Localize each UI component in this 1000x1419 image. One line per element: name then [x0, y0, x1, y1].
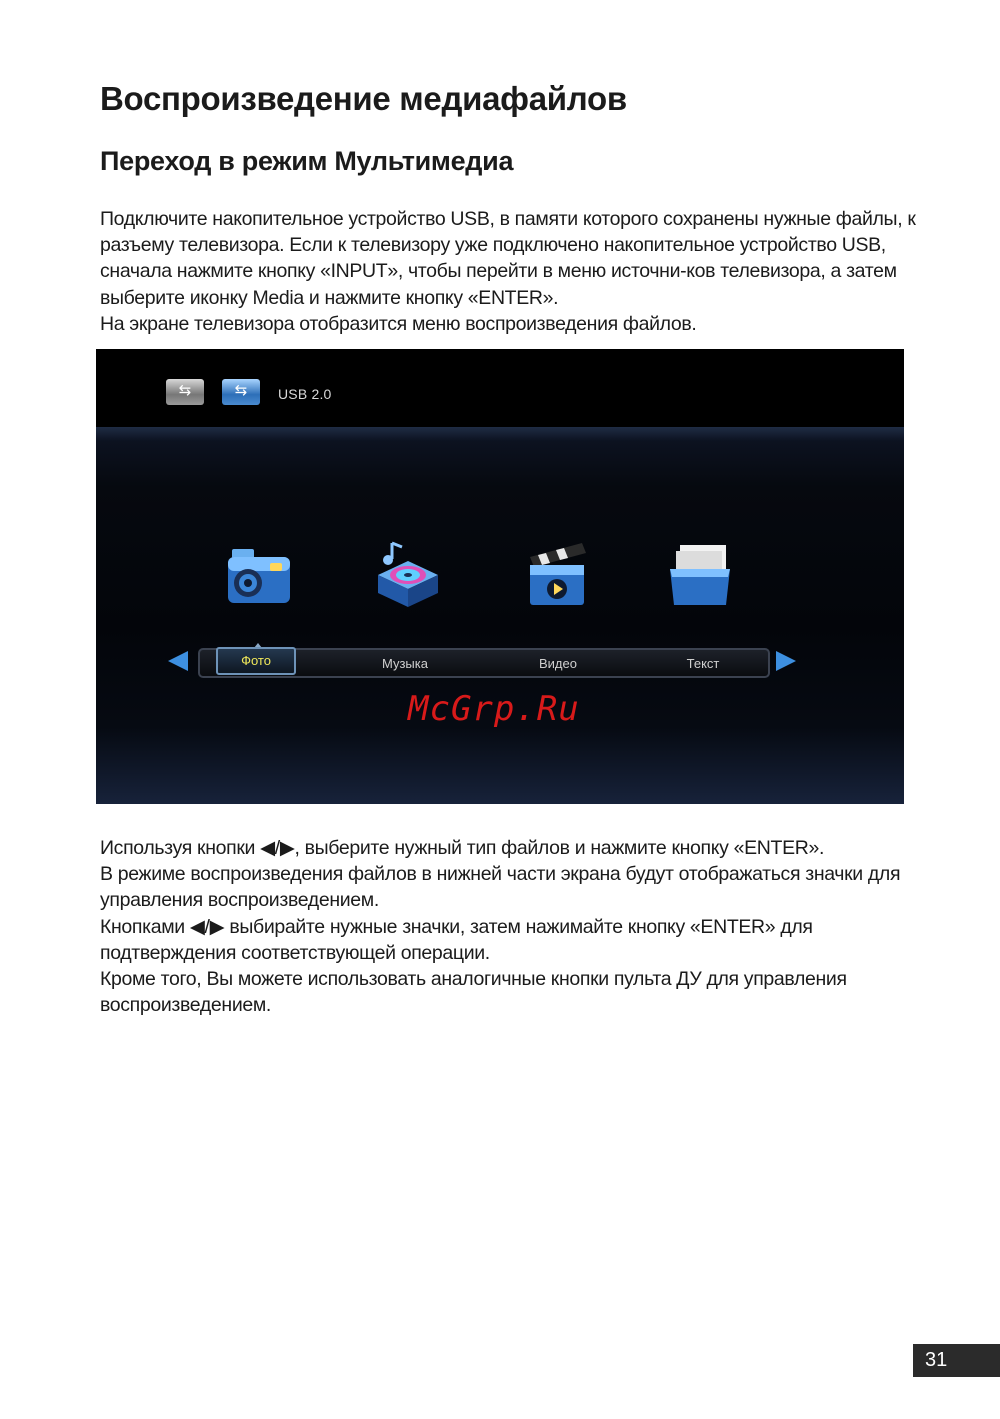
media-type-menu	[198, 648, 770, 678]
usb-label: USB 2.0	[278, 386, 332, 402]
instruction-paragraph: Кроме того, Вы можете использовать аналогичные кнопки пульта ДУ для управления воспроизведением.	[100, 968, 847, 1017]
clapperboard-icon[interactable]	[524, 539, 594, 611]
watermark: McGrp.Ru	[408, 689, 580, 729]
usb-drive-active-icon[interactable]: ⇆	[222, 379, 260, 405]
tv-screen	[96, 349, 904, 804]
menu-item-music[interactable]: Музыка	[382, 656, 428, 671]
menu-item-photo[interactable]: Фото	[216, 647, 296, 675]
intro-paragraph: На экране телевизора отобразится меню воспроизведения файлов.	[100, 312, 697, 335]
camera-icon[interactable]	[224, 539, 294, 611]
page-number: 31	[913, 1344, 1000, 1377]
page-heading: Воспроизведение медиафайлов	[100, 80, 627, 117]
instruction-paragraph: Используя кнопки ◀/▶, выберите нужный тип файлов и нажмите кнопку «ENTER».	[100, 837, 825, 859]
arrow-right-icon[interactable]	[776, 651, 796, 671]
usb-drive-icon[interactable]: ⇆	[166, 379, 204, 405]
music-disc-icon[interactable]	[372, 539, 442, 611]
intro-text	[100, 206, 920, 337]
menu-item-text[interactable]: Текст	[686, 656, 720, 671]
instruction-paragraph: В режиме воспроизведения файлов в нижней части экрана будут отображаться значки для управления воспроизведением.	[100, 863, 901, 912]
instruction-paragraph: Кнопками ◀/▶ выбирайте нужные значки, затем нажимайте кнопку «ENTER» для подтверждения соответствующей операции.	[100, 915, 813, 964]
screen-background	[96, 427, 904, 804]
section-heading: Переход в режим Мультимедиа	[100, 146, 514, 176]
arrow-left-icon[interactable]	[168, 651, 188, 671]
instructions-text	[100, 835, 920, 1018]
screen-header	[96, 349, 904, 427]
menu-item-video[interactable]: Видео	[539, 656, 577, 671]
text-folder-icon[interactable]	[666, 539, 736, 611]
intro-paragraph: Подключите накопительное устройство USB, в памяти которого сохранены нужные файлы, к разъему телевизора. Если к телевизору уже подключено накопительное устройство USB, сначала нажмите кнопку «INPUT», чтобы перейти в меню источни-ков телевизора, а затем выберите иконку Media и нажмите кнопку «ENTER».	[100, 208, 916, 309]
